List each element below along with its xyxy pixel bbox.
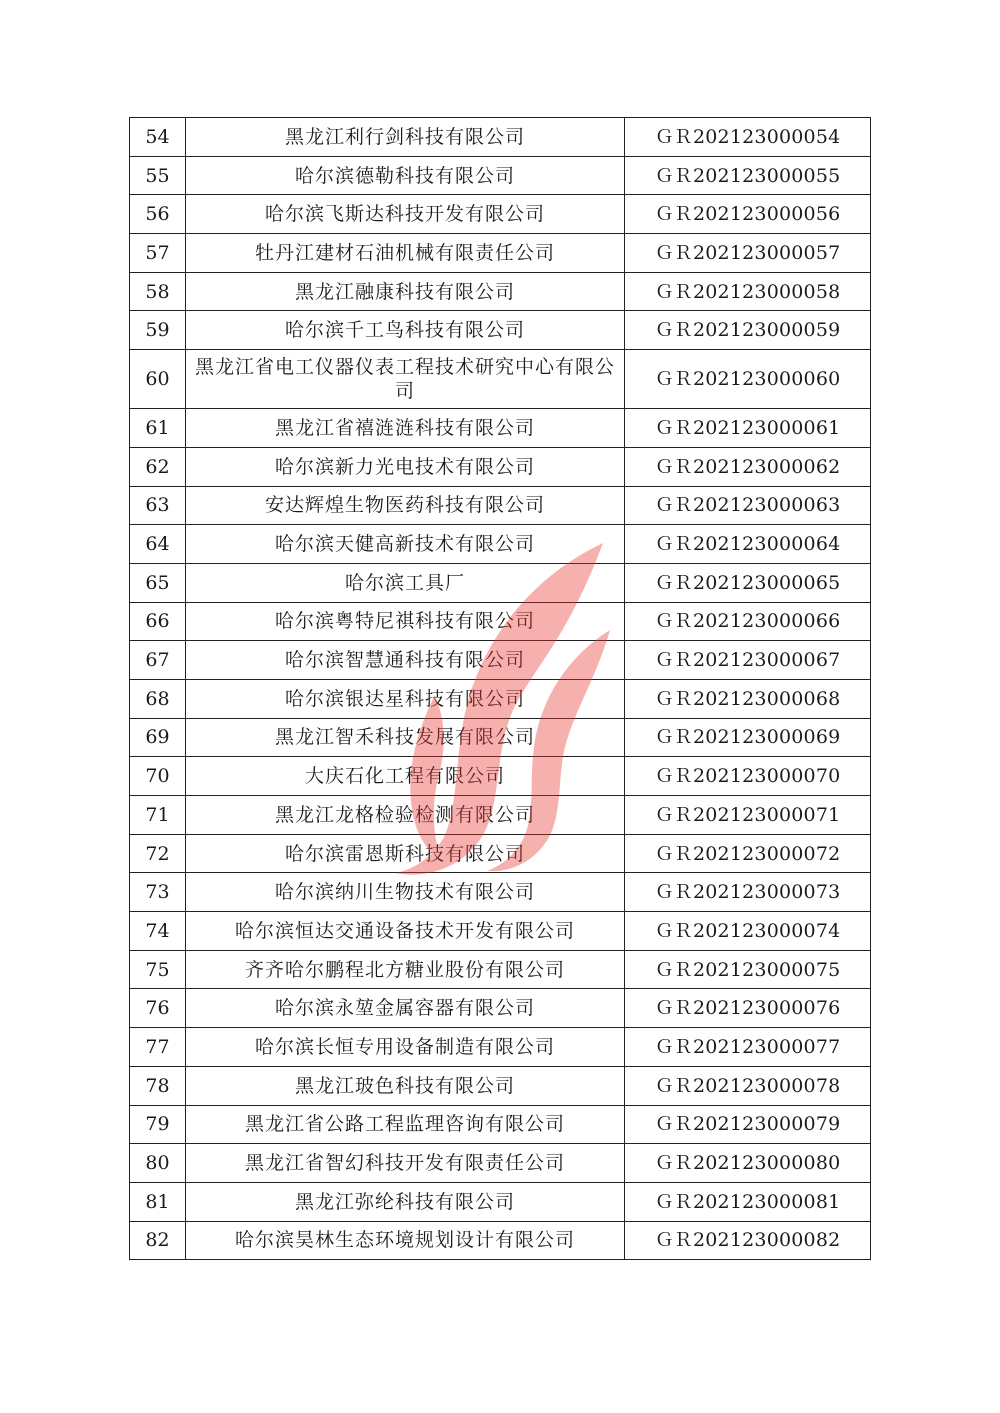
certificate-code: ＧＲ202123000082	[625, 1221, 871, 1260]
row-number: 66	[130, 602, 186, 641]
company-name: 哈尔滨雷恩斯科技有限公司	[186, 834, 625, 873]
company-name: 哈尔滨智慧通科技有限公司	[186, 641, 625, 680]
row-number: 69	[130, 718, 186, 757]
row-number: 71	[130, 796, 186, 835]
table-row	[130, 563, 871, 602]
row-number: 59	[130, 311, 186, 350]
certificate-code: ＧＲ202123000065	[625, 563, 871, 602]
row-number: 76	[130, 989, 186, 1028]
table-body	[130, 118, 871, 1260]
table-row	[130, 311, 871, 350]
certificate-code: ＧＲ202123000068	[625, 679, 871, 718]
certificate-code: ＧＲ202123000074	[625, 912, 871, 951]
enterprise-list-table	[129, 117, 871, 1260]
row-number: 68	[130, 679, 186, 718]
company-name: 黑龙江弥纶科技有限公司	[186, 1182, 625, 1221]
company-name: 黑龙江省禧涟涟科技有限公司	[186, 409, 625, 448]
table-row	[130, 873, 871, 912]
table-row	[130, 1028, 871, 1067]
certificate-code: ＧＲ202123000075	[625, 950, 871, 989]
table-row	[130, 989, 871, 1028]
table-row	[130, 409, 871, 448]
table-row	[130, 718, 871, 757]
company-name: 哈尔滨德勒科技有限公司	[186, 156, 625, 195]
certificate-code: ＧＲ202123000058	[625, 272, 871, 311]
certificate-code: ＧＲ202123000060	[625, 350, 871, 409]
row-number: 70	[130, 757, 186, 796]
company-name: 黑龙江智禾科技发展有限公司	[186, 718, 625, 757]
row-number: 55	[130, 156, 186, 195]
row-number: 78	[130, 1066, 186, 1105]
certificate-code: ＧＲ202123000072	[625, 834, 871, 873]
company-name: 哈尔滨长恒专用设备制造有限公司	[186, 1028, 625, 1067]
table-row	[130, 118, 871, 157]
row-number: 74	[130, 912, 186, 951]
certificate-code: ＧＲ202123000062	[625, 447, 871, 486]
certificate-code: ＧＲ202123000061	[625, 409, 871, 448]
company-name: 哈尔滨粤特尼祺科技有限公司	[186, 602, 625, 641]
row-number: 72	[130, 834, 186, 873]
company-name: 牡丹江建材石油机械有限责任公司	[186, 234, 625, 273]
table-row	[130, 234, 871, 273]
table-row	[130, 156, 871, 195]
table-row	[130, 350, 871, 409]
certificate-code: ＧＲ202123000071	[625, 796, 871, 835]
company-name: 哈尔滨昊林生态环境规划设计有限公司	[186, 1221, 625, 1260]
row-number: 75	[130, 950, 186, 989]
table-row	[130, 757, 871, 796]
table-row	[130, 796, 871, 835]
table-row	[130, 1182, 871, 1221]
certificate-code: ＧＲ202123000076	[625, 989, 871, 1028]
table-row	[130, 950, 871, 989]
company-name: 黑龙江融康科技有限公司	[186, 272, 625, 311]
row-number: 58	[130, 272, 186, 311]
certificate-code: ＧＲ202123000063	[625, 486, 871, 525]
certificate-code: ＧＲ202123000078	[625, 1066, 871, 1105]
certificate-code: ＧＲ202123000055	[625, 156, 871, 195]
table-row	[130, 1144, 871, 1183]
table-row	[130, 272, 871, 311]
certificate-code: ＧＲ202123000079	[625, 1105, 871, 1144]
row-number: 62	[130, 447, 186, 486]
table-row	[130, 447, 871, 486]
certificate-code: ＧＲ202123000067	[625, 641, 871, 680]
company-name: 安达辉煌生物医药科技有限公司	[186, 486, 625, 525]
row-number: 82	[130, 1221, 186, 1260]
company-name: 哈尔滨纳川生物技术有限公司	[186, 873, 625, 912]
row-number: 57	[130, 234, 186, 273]
row-number: 61	[130, 409, 186, 448]
company-name: 黑龙江龙格检验检测有限公司	[186, 796, 625, 835]
table-row	[130, 679, 871, 718]
company-name: 哈尔滨恒达交通设备技术开发有限公司	[186, 912, 625, 951]
row-number: 56	[130, 195, 186, 234]
row-number: 60	[130, 350, 186, 409]
company-name: 齐齐哈尔鹏程北方糖业股份有限公司	[186, 950, 625, 989]
company-name: 哈尔滨千工鸟科技有限公司	[186, 311, 625, 350]
table-row	[130, 1105, 871, 1144]
company-name: 大庆石化工程有限公司	[186, 757, 625, 796]
company-name: 哈尔滨工具厂	[186, 563, 625, 602]
row-number: 81	[130, 1182, 186, 1221]
row-number: 67	[130, 641, 186, 680]
row-number: 77	[130, 1028, 186, 1067]
table-row	[130, 641, 871, 680]
table-row	[130, 525, 871, 564]
certificate-code: ＧＲ202123000069	[625, 718, 871, 757]
row-number: 63	[130, 486, 186, 525]
certificate-code: ＧＲ202123000054	[625, 118, 871, 157]
row-number: 80	[130, 1144, 186, 1183]
certificate-code: ＧＲ202123000077	[625, 1028, 871, 1067]
certificate-code: ＧＲ202123000081	[625, 1182, 871, 1221]
row-number: 64	[130, 525, 186, 564]
table-row	[130, 1066, 871, 1105]
company-name: 黑龙江省电工仪器仪表工程技术研究中心有限公司	[186, 350, 625, 409]
table-row	[130, 1221, 871, 1260]
certificate-code: ＧＲ202123000064	[625, 525, 871, 564]
certificate-code: ＧＲ202123000080	[625, 1144, 871, 1183]
table-row	[130, 834, 871, 873]
row-number: 73	[130, 873, 186, 912]
company-name: 哈尔滨飞斯达科技开发有限公司	[186, 195, 625, 234]
company-name: 黑龙江省智幻科技开发有限责任公司	[186, 1144, 625, 1183]
row-number: 54	[130, 118, 186, 157]
company-name: 哈尔滨天健高新技术有限公司	[186, 525, 625, 564]
certificate-code: ＧＲ202123000057	[625, 234, 871, 273]
company-name: 黑龙江利行剑科技有限公司	[186, 118, 625, 157]
table-row	[130, 486, 871, 525]
table-row	[130, 912, 871, 951]
certificate-code: ＧＲ202123000059	[625, 311, 871, 350]
company-name: 哈尔滨新力光电技术有限公司	[186, 447, 625, 486]
certificate-code: ＧＲ202123000070	[625, 757, 871, 796]
certificate-code: ＧＲ202123000056	[625, 195, 871, 234]
table-row	[130, 195, 871, 234]
company-name: 黑龙江省公路工程监理咨询有限公司	[186, 1105, 625, 1144]
certificate-code: ＧＲ202123000066	[625, 602, 871, 641]
row-number: 65	[130, 563, 186, 602]
table-row	[130, 602, 871, 641]
company-name: 哈尔滨永堃金属容器有限公司	[186, 989, 625, 1028]
company-name: 黑龙江玻色科技有限公司	[186, 1066, 625, 1105]
row-number: 79	[130, 1105, 186, 1144]
certificate-code: ＧＲ202123000073	[625, 873, 871, 912]
company-name: 哈尔滨银达星科技有限公司	[186, 679, 625, 718]
